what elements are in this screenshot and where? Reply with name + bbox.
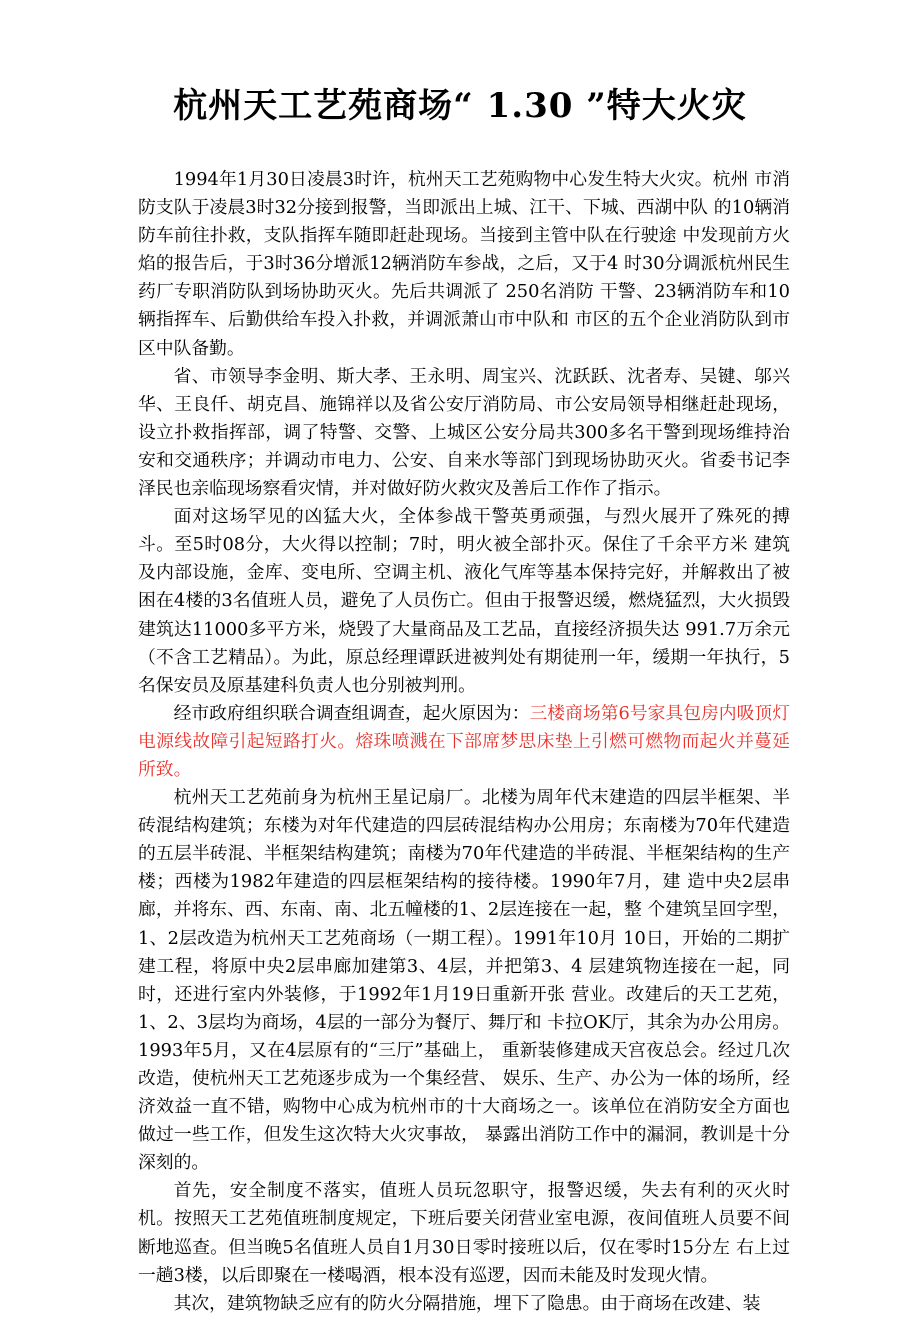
document-title: 杭州天工艺苑商场“ 1.30 ”特大火灾 (173, 86, 747, 126)
paragraph-firefighting-result: 面对这场罕见的凶猛大火，全体参战干警英勇顽强，与烈火展开了殊死的搏斗。至5时08分，大火得以控制；7时，明火被全部扑灭。保住了千余平方米 建筑及内部设施，金库、变电所、空调主机、液化气库等基本保持完好，并解救出了被困在4楼的3名值班人员，避免了人员伤亡。但由于报警迟缓，燃烧猛烈，大火损毁建筑达11000多平方米，烧毁了大量商品及工艺品，直接经济损失达 991.7万余元（不含工艺精品）。为此，原总经理谭跃进被判处有期徒刑一年，缓期一年执行，5名保安员及原基建科负责人也分别被判刑。 (138, 506, 790, 696)
paragraph-leaders-response: 省、市领导李金明、斯大孝、王永明、周宝兴、沈跃跃、沈者寿、吴键、邬兴华、王良仟、胡克昌、施锦祥以及省公安厅消防局、市公安局领导相继赶赴现场，设立扑救指挥部，调了特警、交警、上城区公安分局共300多名干警到现场维持治安和交通秩序；并调动市电力、公安、自来水等部门到现场协助灭火。省委书记李泽民也亲临现场察看灾情，并对做好防火救灾及善后工作作了指示。 (138, 365, 790, 500)
paragraph-lesson-second: 其次，建筑物缺乏应有的防火分隔措施，埋下了隐患。由于商场在改建、装 (173, 1292, 761, 1314)
paragraph-fire-overview: 1994年1月30日凌晨3时许，杭州天工艺苑购物中心发生特大火灾。杭州 市消防支队于凌晨3时32分接到报警，当即派出上城、江干、下城、西湖中队 的10辆消防车前往扑救，支队指挥车随即赶赴现场。当接到主管中队在行驶途 中发现前方火焰的报告后，于3时36分增派12辆消防车参战，之后，又于4 时30分调派杭州民生药厂专职消防队到场协助灭火。先后共调派了 250名消防 干警、23辆消防车和10辆指挥车、后勤供给车投入扑救，并调派萧山市中队和 市区的五个企业消防队到市区中队备勤。 (138, 169, 790, 359)
document-body (138, 166, 790, 1318)
paragraph-fire-cause (138, 700, 790, 784)
paragraph-lesson-first: 首先，安全制度不落实，值班人员玩忽职守，报警迟缓，失去有利的灭火时机。按照天工艺苑值班制度规定，下班后要关闭营业室电源，夜间值班人员要不间断地巡查。但当晚5名值班人员自1月30日零时接班以后，仅在零时15分左 右上过一趟3楼，以后即聚在一楼喝酒，根本没有巡逻，因而未能及时发现火情。 (138, 1180, 790, 1286)
fire-cause-highlight: 三楼商场第6号家具包房内吸顶灯电源线故障引起短路打火。熔珠喷溅在下部席梦思床垫上引燃可燃物而起火并蔓延所致。 (138, 702, 790, 780)
paragraph-building-history: 杭州天工艺苑前身为杭州王星记扇厂。北楼为周年代末建造的四层半框架、半砖混结构建筑；东楼为对年代建造的四层砖混结构办公用房；东南楼为70年代建造的五层半砖混、半框架结构建筑；南楼为70年代建造的半砖混、半框架结构的生产楼；西楼为1982年建造的四层框架结构的接待楼。1990年7月，建 造中央2层串廊，并将东、西、东南、南、北五幢楼的1、2层连接在一起，整 个建筑呈回字型，1、2层改造为杭州天工艺苑商场（一期工程）。1991年10月 10日，开始的二期扩建工程，将原中央2层串廊加建第3、4层，并把第3、4 层建筑物连接在一起，同时，还进行室内外装修，于1992年1月19日重新开张 营业。改建后的天工艺苑，1、2、3层均为商场，4层的一部分为餐厅、舞厅和 卡拉OK厅，其余为办公用房。1993年5月，又在4层原有的“三厅”基础上， 重新装修建成天宫夜总会。经过几次改造，使杭州天工艺苑逐步成为一个集经营、 娱乐、生产、办公为一体的场所，经济效益一直不错，购物中心成为杭州市的十大商场之一。该单位在消防安全方面也做过一些工作，但发生这次特大火灾事故， 暴露出消防工作中的漏洞，教训是十分深刻的。 (138, 787, 790, 1174)
fire-cause-lead: 经市政府组织联合调查组调查，起火原因为： (173, 702, 530, 724)
